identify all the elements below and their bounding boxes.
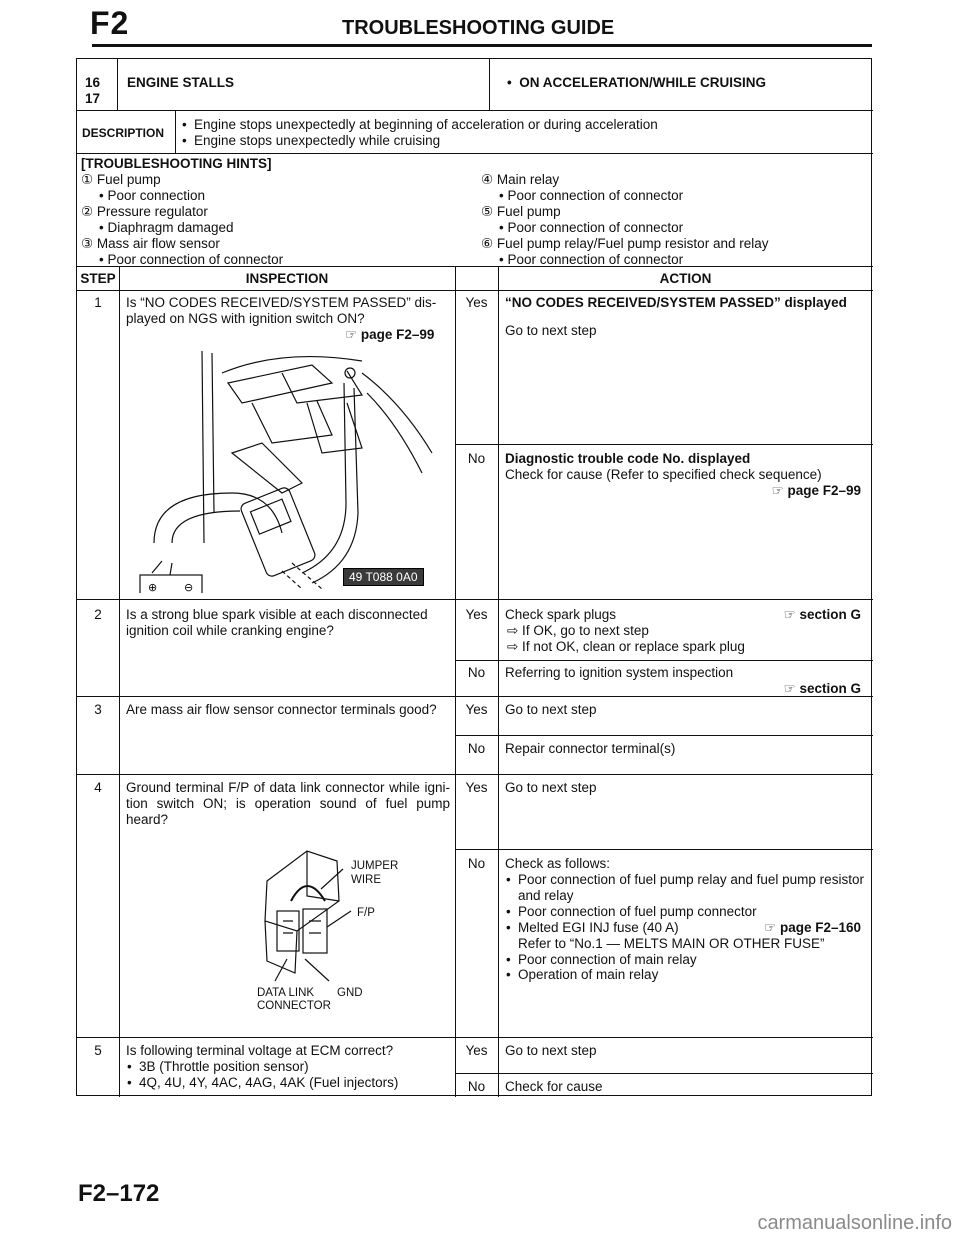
check-item-text: Melted EGI INJ fuse (40 A)	[518, 919, 679, 935]
check-item: • Poor connection of fuel pump connector	[505, 904, 867, 920]
symptom-condition-text: ON ACCELERATION/WHILE CRUISING	[519, 75, 766, 90]
figure-label-fp: F/P	[357, 907, 375, 919]
page-header	[90, 5, 872, 47]
step-inspection: Are mass air flow sensor connector terminals good?	[126, 702, 437, 717]
yes-label: Yes	[465, 1043, 488, 1058]
no-label: No	[467, 451, 486, 466]
description-item: • Engine stops unexpectedly at beginning of acceleration or during acceleration	[181, 117, 861, 133]
hint-item: ② Pressure regulator	[81, 203, 208, 219]
reference-icon: ☞	[345, 327, 358, 342]
hint-detail: • Poor connection of connector	[499, 251, 684, 267]
hint-item: ⑤ Fuel pump	[481, 203, 561, 219]
figure-label-dlc: DATA LINK CONNECTOR	[257, 987, 331, 1012]
yes-label: Yes	[465, 607, 488, 622]
symptom-number: 17	[85, 91, 101, 106]
reference-icon: ☞	[783, 680, 796, 696]
hint-item: ① Fuel pump	[81, 172, 161, 187]
hints-right	[481, 172, 871, 268]
hint-item: ③ Mass air flow sensor	[81, 235, 220, 251]
hint-detail: • Poor connection of connector	[499, 187, 684, 203]
step-inspection	[126, 1043, 450, 1091]
figure-label-jumper: JUMPER WIRE	[351, 860, 399, 886]
hint-detail: • Poor connection of connector	[99, 251, 284, 267]
check-item	[505, 920, 867, 952]
reference-text: page F2–99	[360, 327, 435, 342]
yes-label: Yes	[465, 702, 488, 717]
step-inspection: Is a strong blue spark visible at each disconnected ignition coil while cranking engine?	[126, 607, 428, 638]
step-inspection-text: Is following terminal voltage at ECM correct?	[126, 1043, 394, 1058]
reference-icon: ☞	[783, 607, 796, 622]
reference-icon: ☞	[771, 482, 784, 498]
action-no-title: Diagnostic trouble code No. displayed	[505, 451, 751, 466]
troubleshooting-table	[76, 58, 872, 1096]
inspection-list	[126, 1059, 450, 1091]
description-label: DESCRIPTION	[82, 126, 165, 140]
action-yes-title: “NO CODES RECEIVED/SYSTEM PASSED” displayed	[505, 295, 847, 310]
action-no-text: Repair connector terminal(s)	[505, 741, 676, 756]
reference-text: section G	[799, 607, 861, 622]
hint-detail-text: Poor connection of connector	[507, 219, 684, 235]
action-yes-text: Go to next step	[505, 1043, 597, 1058]
no-label: No	[467, 741, 486, 756]
check-item-note: Refer to “No.1 — MELTS MAIN OR OTHER FUSE”	[518, 935, 825, 951]
action-reference	[764, 920, 861, 936]
action-no-list	[505, 872, 867, 983]
symptom-condition: • ON ACCELERATION/WHILE CRUISING	[507, 75, 766, 90]
description-item: • Engine stops unexpectedly while cruising	[181, 133, 861, 149]
action-no	[505, 665, 867, 697]
step-number: 5	[94, 1043, 102, 1058]
hint-detail-text: Diaphragm damaged	[107, 219, 234, 235]
no-label: No	[467, 856, 486, 871]
step-inspection: Ground terminal F/P of data link connector while igni-tion switch ON; is operation sound of fuel pump heard?	[126, 780, 450, 827]
action-yes-text: Go to next step	[505, 780, 597, 795]
yes-label: Yes	[465, 780, 488, 795]
svg-text:⊖: ⊖	[184, 581, 194, 593]
step-number: 1	[94, 295, 102, 310]
page-number: F2–172	[78, 1180, 160, 1207]
action-yes-branch: ⇨ If OK, go to next step	[507, 622, 649, 638]
step-number: 2	[94, 607, 102, 622]
hints-title: [TROUBLESHOOTING HINTS]	[81, 156, 272, 171]
page-title: TROUBLESHOOTING GUIDE	[342, 17, 615, 39]
action-yes-line	[505, 607, 867, 623]
action-no-intro: Check as follows:	[505, 856, 611, 871]
reference-icon: ☞	[764, 919, 777, 935]
inspection-item: • 4Q, 4U, 4Y, 4AC, 4AG, 4AK (Fuel injectors)	[126, 1075, 450, 1091]
hint-item: ④ Main relay	[481, 172, 560, 187]
header-action: ACTION	[659, 271, 712, 286]
hint-detail-text: Poor connection of connector	[507, 251, 684, 267]
action-no-text: Check for cause	[505, 1079, 603, 1094]
description-list	[181, 117, 861, 149]
check-item: • Poor connection of main relay	[505, 952, 867, 968]
step-inspection: Is “NO CODES RECEIVED/SYSTEM PASSED” dis-played on NGS with ignition switch ON?	[126, 295, 437, 326]
svg-text:⊕: ⊕	[148, 581, 158, 593]
action-yes-text: Go to next step	[505, 702, 597, 717]
reference-text: page F2–160	[779, 919, 861, 935]
figure-tag	[343, 569, 424, 585]
inspection-reference	[345, 327, 434, 343]
hints-left	[81, 172, 441, 268]
action-reference	[784, 607, 861, 623]
symptom-title: ENGINE STALLS	[127, 75, 235, 90]
action-yes-text: Check spark plugs	[505, 607, 617, 622]
header-inspection: INSPECTION	[245, 271, 329, 286]
action-yes	[505, 295, 867, 339]
symptom-numbers	[85, 75, 100, 107]
action-no	[505, 451, 867, 499]
figure-label-gnd: GND	[337, 987, 363, 999]
action-yes-text: Go to next step	[505, 322, 597, 338]
step-number: 3	[94, 702, 102, 717]
watermark: carmanualsonline.info	[757, 1212, 952, 1235]
no-label: No	[467, 665, 486, 680]
check-item: • Poor connection of fuel pump relay and fuel pump resistor and relay	[505, 872, 867, 904]
action-reference	[505, 681, 867, 697]
yes-label: Yes	[465, 295, 488, 310]
action-yes-branch: ⇨ If not OK, clean or replace spark plug	[507, 638, 745, 654]
step-number: 4	[94, 780, 102, 795]
hint-detail-text: Poor connection of connector	[507, 187, 684, 203]
hint-detail-text: Poor connection of connector	[107, 251, 284, 267]
figure-tag-text: 49 T088 0A0	[343, 568, 424, 586]
hint-item: ⑥ Fuel pump relay/Fuel pump resistor and relay	[481, 235, 769, 251]
ngs-connection-figure	[132, 343, 452, 593]
section-code: F2	[90, 5, 130, 41]
check-item: • Operation of main relay	[505, 967, 867, 983]
symptom-number: 16	[85, 75, 101, 90]
hint-detail: • Poor connection of connector	[499, 219, 684, 235]
action-yes	[505, 607, 867, 655]
reference-text: section G	[799, 680, 861, 696]
no-label: No	[467, 1079, 486, 1094]
action-no-text: Check for cause (Refer to specified check sequence)	[505, 466, 822, 482]
inspection-item: • 3B (Throttle position sensor)	[126, 1059, 450, 1075]
reference-text: page F2–99	[787, 482, 861, 498]
hint-detail: • Poor connection	[99, 187, 206, 203]
header-step: STEP	[80, 271, 116, 286]
action-no-text: Referring to ignition system inspection	[505, 665, 734, 680]
hint-detail: • Diaphragm damaged	[99, 219, 234, 235]
action-no	[505, 856, 867, 983]
hint-detail-text: Poor connection	[107, 187, 206, 203]
action-reference	[505, 483, 867, 499]
